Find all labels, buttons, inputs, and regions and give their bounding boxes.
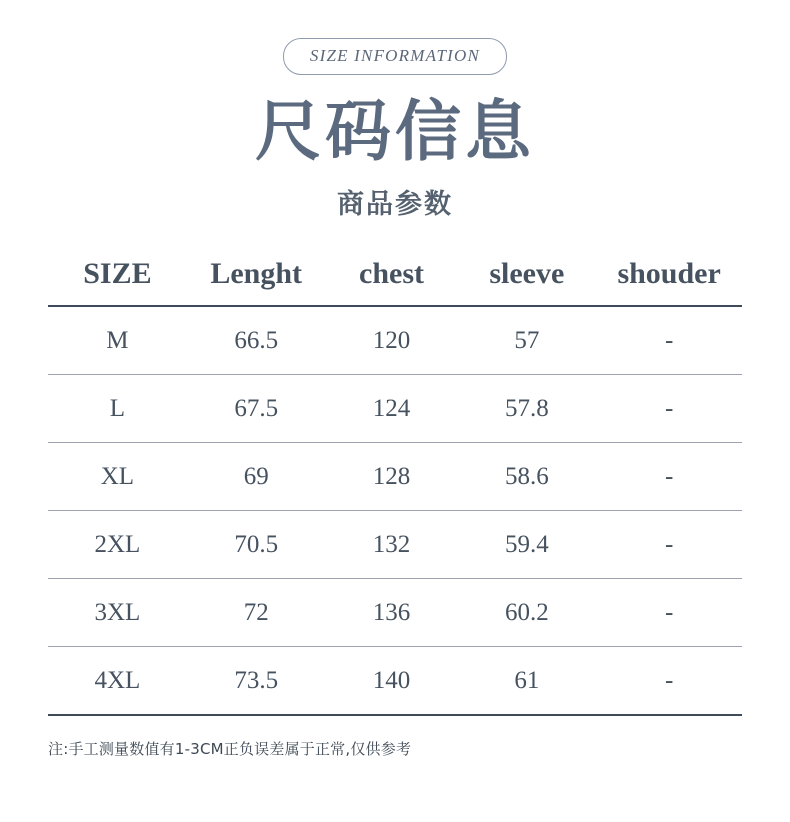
cell-shoulder: -	[664, 463, 674, 491]
cell-size: XL	[100, 463, 135, 491]
cell-length: 66.5	[234, 327, 279, 355]
size-table-container	[48, 251, 742, 716]
cell-sleeve: 57	[514, 327, 540, 355]
cell-shoulder: -	[664, 395, 674, 423]
cell-length: 67.5	[234, 395, 279, 423]
column-header-size: SIZE	[83, 257, 152, 291]
cell-size: 4XL	[94, 667, 141, 695]
column-header-sleeve: sleeve	[489, 257, 565, 291]
column-header-chest: chest	[359, 257, 425, 291]
cell-sleeve: 58.6	[504, 463, 549, 491]
page-header	[0, 0, 790, 221]
column-header-shoulder: shouder	[617, 257, 721, 291]
cell-shoulder: -	[664, 667, 674, 695]
table-row	[48, 375, 742, 443]
cell-chest: 140	[372, 667, 411, 695]
measurement-note: 注:手工测量数值有1-3CM正负误差属于正常,仅供参考	[48, 740, 412, 759]
size-table	[48, 251, 742, 716]
table-row	[48, 511, 742, 579]
table-row	[48, 647, 742, 716]
size-information-badge: SIZE INFORMATION	[283, 38, 507, 75]
cell-sleeve: 57.8	[504, 395, 549, 423]
table-row	[48, 306, 742, 375]
cell-shoulder: -	[664, 327, 674, 355]
cell-chest: 136	[372, 599, 411, 627]
column-header-length: Lenght	[210, 257, 303, 291]
cell-chest: 128	[372, 463, 411, 491]
table-row	[48, 443, 742, 511]
cell-shoulder: -	[664, 531, 674, 559]
page-subtitle: 商品参数	[337, 189, 453, 221]
cell-sleeve: 61	[514, 667, 540, 695]
cell-size: M	[106, 327, 129, 355]
table-header	[48, 251, 742, 306]
cell-size: 2XL	[94, 531, 141, 559]
table-row	[48, 579, 742, 647]
cell-shoulder: -	[664, 599, 674, 627]
table-body	[48, 306, 742, 715]
cell-sleeve: 59.4	[504, 531, 549, 559]
page-title: 尺码信息	[255, 93, 535, 170]
cell-chest: 120	[372, 327, 411, 355]
cell-size: 3XL	[94, 599, 141, 627]
cell-length: 69	[243, 463, 269, 491]
cell-chest: 132	[372, 531, 411, 559]
cell-length: 72	[243, 599, 269, 627]
cell-length: 70.5	[234, 531, 279, 559]
cell-length: 73.5	[234, 667, 279, 695]
cell-size: L	[109, 395, 126, 423]
cell-chest: 124	[372, 395, 411, 423]
table-header-row	[48, 251, 742, 306]
cell-sleeve: 60.2	[504, 599, 549, 627]
